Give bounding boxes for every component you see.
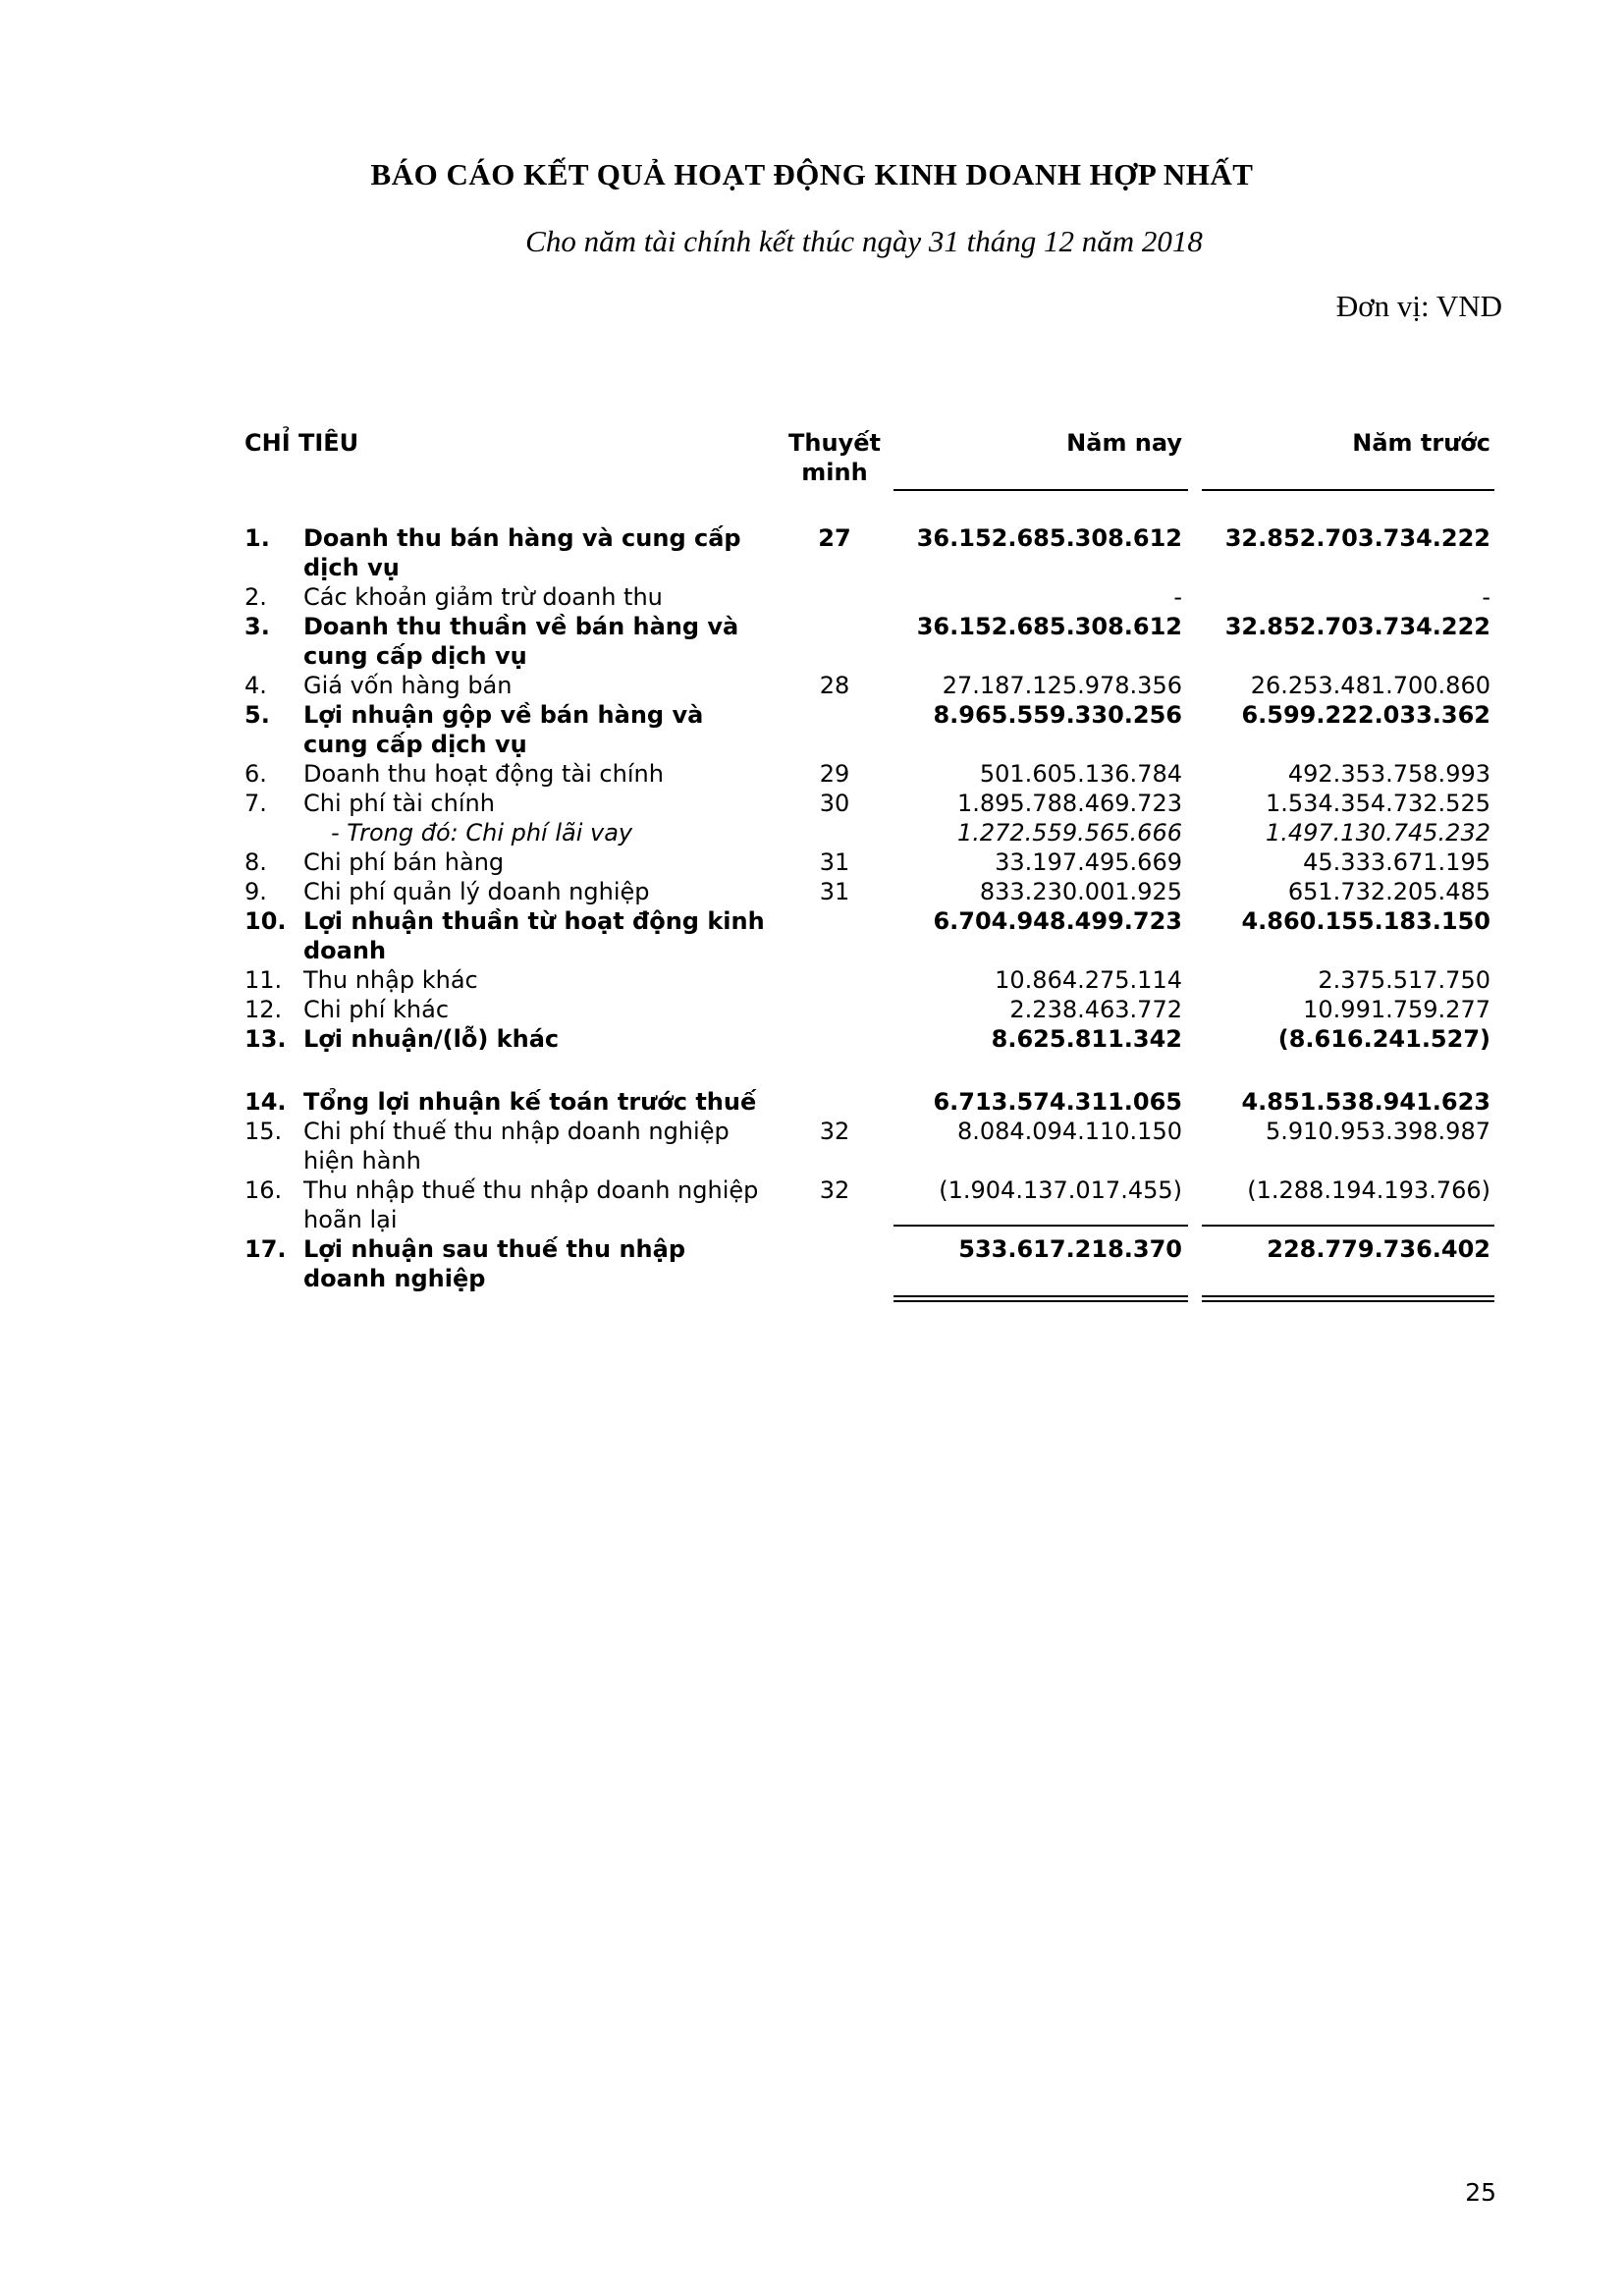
table-row xyxy=(0,1117,1624,1175)
row-number: 6. xyxy=(244,760,267,788)
row-current-year-value: 2.238.463.772 xyxy=(1009,996,1182,1023)
row-current-year-value: 8.084.094.110.150 xyxy=(956,1118,1182,1145)
row-number: 10. xyxy=(244,907,287,935)
row-current-year-value: 6.704.948.499.723 xyxy=(933,907,1182,935)
table-row xyxy=(0,789,1624,818)
row-previous-year-value: 2.375.517.750 xyxy=(1318,966,1490,994)
table-row xyxy=(0,877,1624,906)
row-number: 15. xyxy=(244,1118,283,1145)
row-number: 1. xyxy=(244,524,270,552)
row-current-year-value: - xyxy=(1173,583,1182,611)
table-row xyxy=(0,759,1624,789)
row-label: Chi phí tài chính xyxy=(303,790,495,817)
row-previous-year-value: 4.860.155.183.150 xyxy=(1241,907,1490,935)
table-row xyxy=(0,612,1624,671)
row-current-year-value: 533.617.218.370 xyxy=(958,1235,1182,1263)
table-row xyxy=(0,1087,1624,1117)
row-current-year-value: 36.152.685.308.612 xyxy=(916,524,1182,552)
row-previous-year-value: 5.910.953.398.987 xyxy=(1265,1118,1490,1145)
header-current-year: Năm nay xyxy=(1066,429,1182,457)
row-number: 13. xyxy=(244,1025,287,1053)
row-previous-year-value: 4.851.538.941.623 xyxy=(1241,1088,1490,1116)
row-previous-year-value: 26.253.481.700.860 xyxy=(1250,672,1490,699)
row-previous-year-value: 6.599.222.033.362 xyxy=(1241,701,1490,729)
row-note: 30 xyxy=(819,790,850,817)
row-number: 5. xyxy=(244,701,270,729)
report-subtitle: Cho năm tài chính kết thúc ngày 31 tháng 12 năm 2018 xyxy=(525,224,1203,258)
row-note: 32 xyxy=(819,1118,850,1145)
table-row xyxy=(0,1024,1624,1054)
row-number: 9. xyxy=(244,878,267,905)
row-current-year-value: 6.713.574.311.065 xyxy=(933,1088,1182,1116)
row-current-year-value: 27.187.125.978.356 xyxy=(942,672,1182,699)
row-current-year-value: 1.272.559.565.666 xyxy=(956,819,1182,847)
table-row xyxy=(0,671,1624,700)
row-previous-year-value: (8.616.241.527) xyxy=(1277,1025,1490,1053)
currency-unit: Đơn vị: VND xyxy=(1335,289,1502,323)
row-previous-year-value: 651.732.205.485 xyxy=(1287,878,1490,905)
income-statement-table xyxy=(0,523,1624,1293)
row-previous-year-value: 492.353.758.993 xyxy=(1287,760,1490,788)
row-label: Chi phí quản lý doanh nghiệp xyxy=(303,878,650,905)
row-previous-year-value: 45.333.671.195 xyxy=(1303,848,1490,876)
row-label: Thu nhập khác xyxy=(303,966,478,994)
row-label: Thu nhập thuế thu nhập doanh nghiệp hoãn lại xyxy=(303,1176,759,1233)
row-previous-year-value: 1.497.130.745.232 xyxy=(1265,819,1490,847)
row-number: 11. xyxy=(244,966,283,994)
row-current-year-value: 8.965.559.330.256 xyxy=(933,701,1182,729)
row-label: Giá vốn hàng bán xyxy=(303,672,513,699)
row-current-year-value: 10.864.275.114 xyxy=(995,966,1182,994)
row-number: 8. xyxy=(244,848,267,876)
row-number: 7. xyxy=(244,790,267,817)
header-indicator: CHỈ TIÊU xyxy=(244,429,359,457)
row-label: Chi phí thuế thu nhập doanh nghiệp hiện hành xyxy=(303,1118,730,1175)
row-current-year-value: 1.895.788.469.723 xyxy=(956,790,1182,817)
row-previous-year-value: - xyxy=(1482,583,1490,611)
row-current-year-value: 36.152.685.308.612 xyxy=(916,613,1182,640)
total-double-rule-current xyxy=(893,1295,1188,1302)
table-row xyxy=(0,818,1624,847)
total-rule-top-current xyxy=(893,1225,1188,1227)
row-label: Doanh thu hoạt động tài chính xyxy=(303,760,664,788)
row-current-year-value: (1.904.137.017.455) xyxy=(939,1176,1182,1204)
row-spacer xyxy=(0,1054,1624,1087)
row-note: 31 xyxy=(819,878,850,905)
row-current-year-value: 8.625.811.342 xyxy=(991,1025,1182,1053)
header-note: Thuyết minh xyxy=(788,429,881,486)
row-label: Lợi nhuận/(lỗ) khác xyxy=(303,1025,560,1053)
row-label: Doanh thu thuần về bán hàng và cung cấp dịch vụ xyxy=(303,613,739,670)
row-label: Lợi nhuận sau thuế thu nhập doanh nghiệp xyxy=(303,1235,686,1292)
total-double-rule-previous xyxy=(1202,1295,1494,1302)
row-number: 16. xyxy=(244,1176,283,1204)
row-note: 27 xyxy=(818,524,851,552)
row-current-year-value: 833.230.001.925 xyxy=(979,878,1182,905)
row-label: - Trong đó: Chi phí lãi vay xyxy=(331,819,633,847)
row-number: 4. xyxy=(244,672,267,699)
report-title: BÁO CÁO KẾT QUẢ HOẠT ĐỘNG KINH DOANH HỢP NHẤT xyxy=(370,157,1254,191)
row-label: Lợi nhuận gộp về bán hàng và cung cấp dịch vụ xyxy=(303,701,704,758)
table-row xyxy=(0,700,1624,759)
row-label: Lợi nhuận thuần từ hoạt động kinh doanh xyxy=(303,907,765,964)
table-row xyxy=(0,906,1624,965)
row-label: Chi phí khác xyxy=(303,996,450,1023)
row-previous-year-value: (1.288.194.193.766) xyxy=(1247,1176,1490,1204)
table-row xyxy=(0,847,1624,877)
table-row xyxy=(0,965,1624,995)
table-row xyxy=(0,1234,1624,1293)
row-number: 17. xyxy=(244,1235,287,1263)
row-label: Tổng lợi nhuận kế toán trước thuế xyxy=(303,1088,757,1116)
table-row xyxy=(0,523,1624,582)
row-previous-year-value: 1.534.354.732.525 xyxy=(1265,790,1490,817)
row-label: Chi phí bán hàng xyxy=(303,848,505,876)
header-rule-current xyxy=(893,489,1188,491)
row-current-year-value: 33.197.495.669 xyxy=(995,848,1182,876)
page-number: 25 xyxy=(1465,2178,1496,2207)
row-note: 29 xyxy=(819,760,850,788)
row-number: 14. xyxy=(244,1088,287,1116)
row-previous-year-value: 32.852.703.734.222 xyxy=(1224,613,1490,640)
row-label: Các khoản giảm trừ doanh thu xyxy=(303,583,663,611)
row-number: 3. xyxy=(244,613,270,640)
row-label: Doanh thu bán hàng và cung cấp dịch vụ xyxy=(303,524,741,581)
table-row xyxy=(0,995,1624,1024)
row-number: 2. xyxy=(244,583,267,611)
header-previous-year: Năm trước xyxy=(1352,429,1490,457)
row-note: 32 xyxy=(819,1176,850,1204)
row-previous-year-value: 228.779.736.402 xyxy=(1267,1235,1490,1263)
row-note: 28 xyxy=(819,672,850,699)
row-previous-year-value: 10.991.759.277 xyxy=(1303,996,1490,1023)
row-note: 31 xyxy=(819,848,850,876)
total-rule-top-previous xyxy=(1202,1225,1494,1227)
header-rule-previous xyxy=(1202,489,1494,491)
table-row xyxy=(0,582,1624,612)
row-previous-year-value: 32.852.703.734.222 xyxy=(1224,524,1490,552)
row-number: 12. xyxy=(244,996,283,1023)
row-current-year-value: 501.605.136.784 xyxy=(979,760,1182,788)
